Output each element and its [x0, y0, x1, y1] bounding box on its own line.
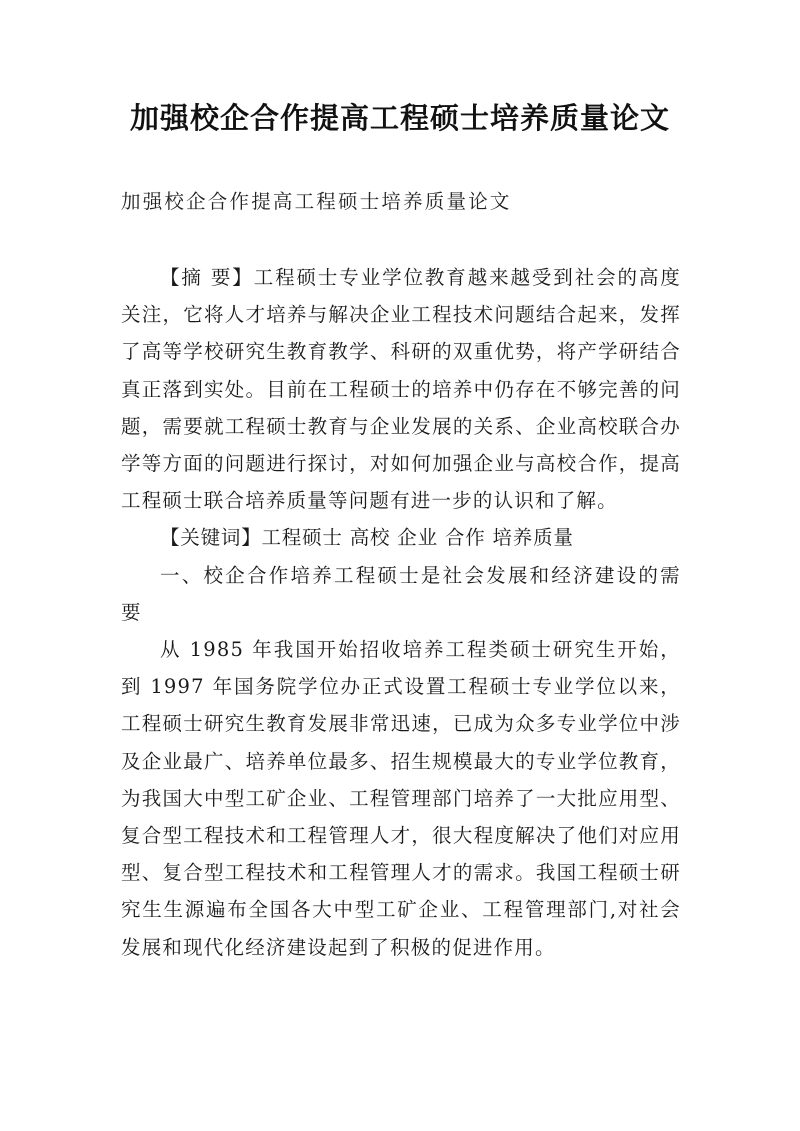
document-subtitle: 加强校企合作提高工程硕士培养质量论文: [121, 190, 512, 213]
document-body: [121, 259, 681, 966]
document-title: 加强校企合作提高工程硕士培养质量论文: [129, 101, 670, 135]
abstract-paragraph: 【摘 要】工程硕士专业学位教育越来越受到社会的高度关注，它将人才培养与解决企业工程技术问题结合起来，发挥了高等学校研究生教育教学、科研的双重优势，将产学研结合真正落到实处。目前在工程硕士的培养中仍存在不够完善的问题，需要就工程硕士教育与企业发展的关系、企业高校联合办学等方面的问题进行探讨，对如何加强企业与高校合作，提高工程硕士联合培养质量等问题有进一步的认识和了解。: [121, 266, 681, 513]
body-paragraph: 从 1985 年我国开始招收培养工程类硕士研究生开始，到 1997 年国务院学位办正式设置工程硕士专业学位以来，工程硕士研究生教育发展非常迅速，已成为众多专业学位中涉及企业最广、培养单位最多、招生规模最大的专业学位教育，为我国大中型工矿企业、工程管理部门培养了一大批应用型、复合型工程技术和工程管理人才，很大程度解决了他们对应用型、复合型工程技术和工程管理人才的需求。我国工程硕士研究生生源遍布全国各大中型工矿企业、工程管理部门,对社会发展和现代化经济建设起到了积极的促进作用。: [121, 638, 681, 959]
section-heading: 一、校企合作培养工程硕士是社会发展和经济建设的需要: [121, 563, 681, 624]
keywords-paragraph: 【关键词】工程硕士 高校 企业 合作 培养质量: [160, 526, 574, 550]
